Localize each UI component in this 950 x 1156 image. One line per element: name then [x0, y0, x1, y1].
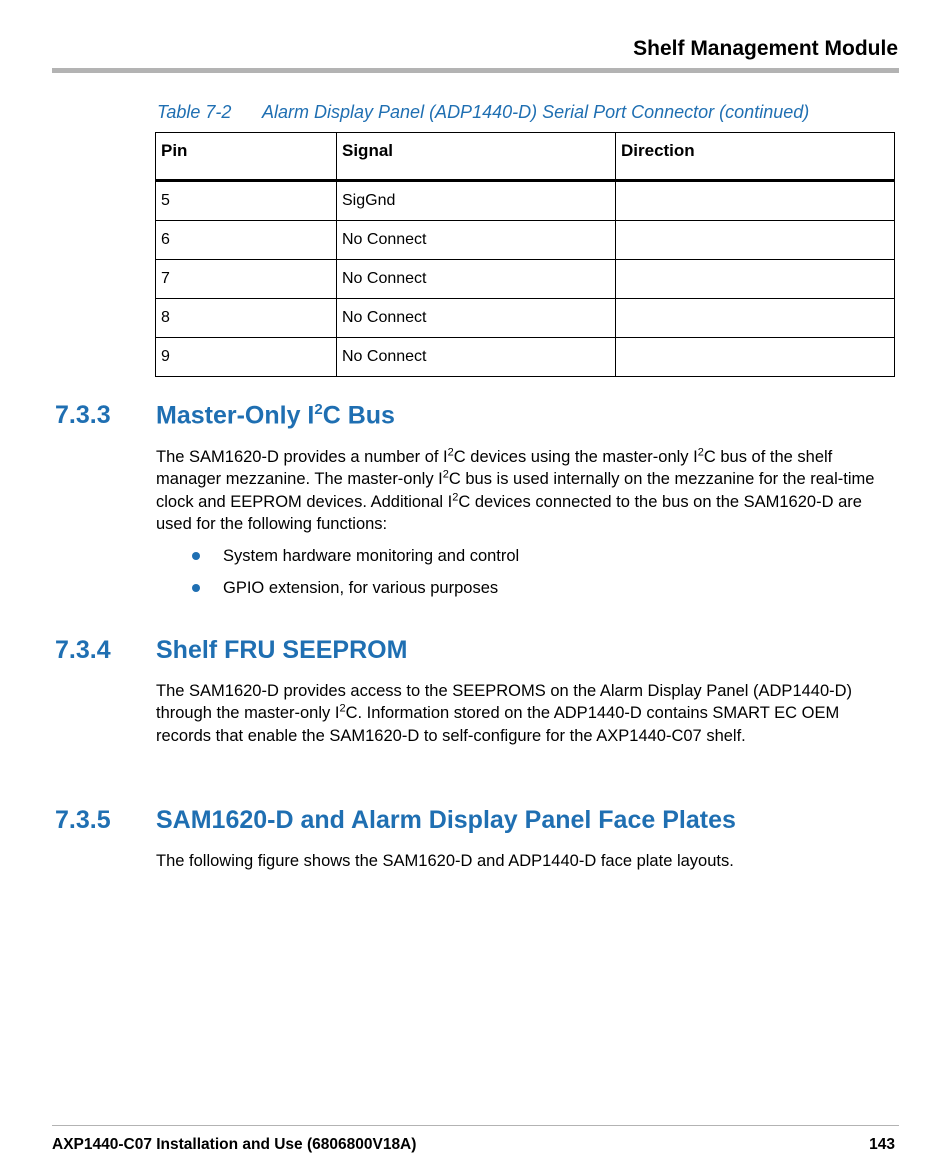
- cell-direction: [616, 299, 895, 338]
- text-run: The SAM1620-D provides access to the SEEPROMS on the Alarm Display Panel (ADP1440-D) through the master-only I: [156, 682, 853, 723]
- text-run: C. Information stored on the ADP1440-D contains SMART EC OEM records that enable the SAM1620-D to self-configure for the AXP1440-C07 shelf.: [156, 704, 840, 745]
- cell-direction: [616, 338, 895, 377]
- table-row: [156, 260, 895, 299]
- title-part: C Bus: [322, 401, 395, 430]
- superscript: 2: [442, 468, 449, 481]
- cell-pin: 6: [156, 221, 337, 260]
- cell-signal: No Connect: [337, 299, 616, 338]
- column-header-pin: Pin: [156, 133, 337, 181]
- section-title: [156, 401, 395, 430]
- paragraph-face-plates: The following figure shows the SAM1620-D and ADP1440-D face plate layouts.: [156, 852, 734, 870]
- column-header-direction: Direction: [616, 133, 895, 181]
- cell-signal: SigGnd: [337, 181, 616, 221]
- text-run: C bus of the shelf manager mezzanine. The master-only I: [156, 448, 833, 489]
- list-item: [156, 576, 519, 608]
- cell-direction: [616, 221, 895, 260]
- table-row: [156, 181, 895, 221]
- text-run: C devices using the master-only I: [453, 448, 698, 466]
- cell-direction: [616, 260, 895, 299]
- section-title: SAM1620-D and Alarm Display Panel Face Plates: [156, 806, 736, 834]
- header-rule: [52, 68, 899, 73]
- cell-signal: No Connect: [337, 221, 616, 260]
- list-item-text: GPIO extension, for various purposes: [223, 579, 499, 597]
- superscript: 2: [339, 702, 346, 715]
- list-item: [156, 544, 519, 576]
- superscript: 2: [447, 446, 454, 459]
- title-superscript: 2: [314, 401, 323, 418]
- footer-rule: [52, 1125, 899, 1126]
- cell-direction: [616, 181, 895, 221]
- text-run: The SAM1620-D provides a number of I: [156, 448, 448, 466]
- text-run: C bus is used internally on the mezzanine for the real-time clock and EEPROM devices. Additional I: [156, 470, 875, 511]
- cell-signal: No Connect: [337, 338, 616, 377]
- superscript: 2: [697, 446, 704, 459]
- cell-pin: 5: [156, 181, 337, 221]
- table-row: [156, 221, 895, 260]
- footer-document-title: AXP1440-C07 Installation and Use (6806800V18A): [52, 1136, 417, 1153]
- title-part: Master-Only I: [156, 401, 315, 430]
- table-row: [156, 299, 895, 338]
- cell-pin: 8: [156, 299, 337, 338]
- section-number: 7.3.4: [55, 636, 111, 664]
- table-row: [156, 338, 895, 377]
- running-header-title: Shelf Management Module: [633, 37, 898, 60]
- list-item-text: System hardware monitoring and control: [223, 547, 520, 565]
- table-header-row: [156, 133, 895, 181]
- section-number: 7.3.3: [55, 401, 111, 429]
- table-caption-text: Alarm Display Panel (ADP1440-D) Serial Port Connector (continued): [262, 102, 810, 122]
- section-title: Shelf FRU SEEPROM: [156, 636, 408, 664]
- column-header-signal: Signal: [337, 133, 616, 181]
- bullet-dot-icon: [192, 552, 200, 560]
- page-number: 143: [869, 1136, 895, 1153]
- bullet-dot-icon: [192, 584, 200, 592]
- pin-table: [155, 132, 895, 377]
- table-caption-number: Table 7-2: [157, 102, 232, 122]
- superscript: 2: [452, 491, 459, 504]
- cell-pin: 9: [156, 338, 337, 377]
- paragraph-i2c-bus: [156, 446, 896, 535]
- cell-signal: No Connect: [337, 260, 616, 299]
- cell-pin: 7: [156, 260, 337, 299]
- section-number: 7.3.5: [55, 806, 111, 834]
- paragraph-shelf-fru-seeprom: [156, 680, 896, 747]
- table-caption: [157, 102, 809, 123]
- text-run: C devices connected to the bus on the SAM1620-D are used for the following functions:: [156, 492, 862, 533]
- bullet-list: [156, 544, 519, 608]
